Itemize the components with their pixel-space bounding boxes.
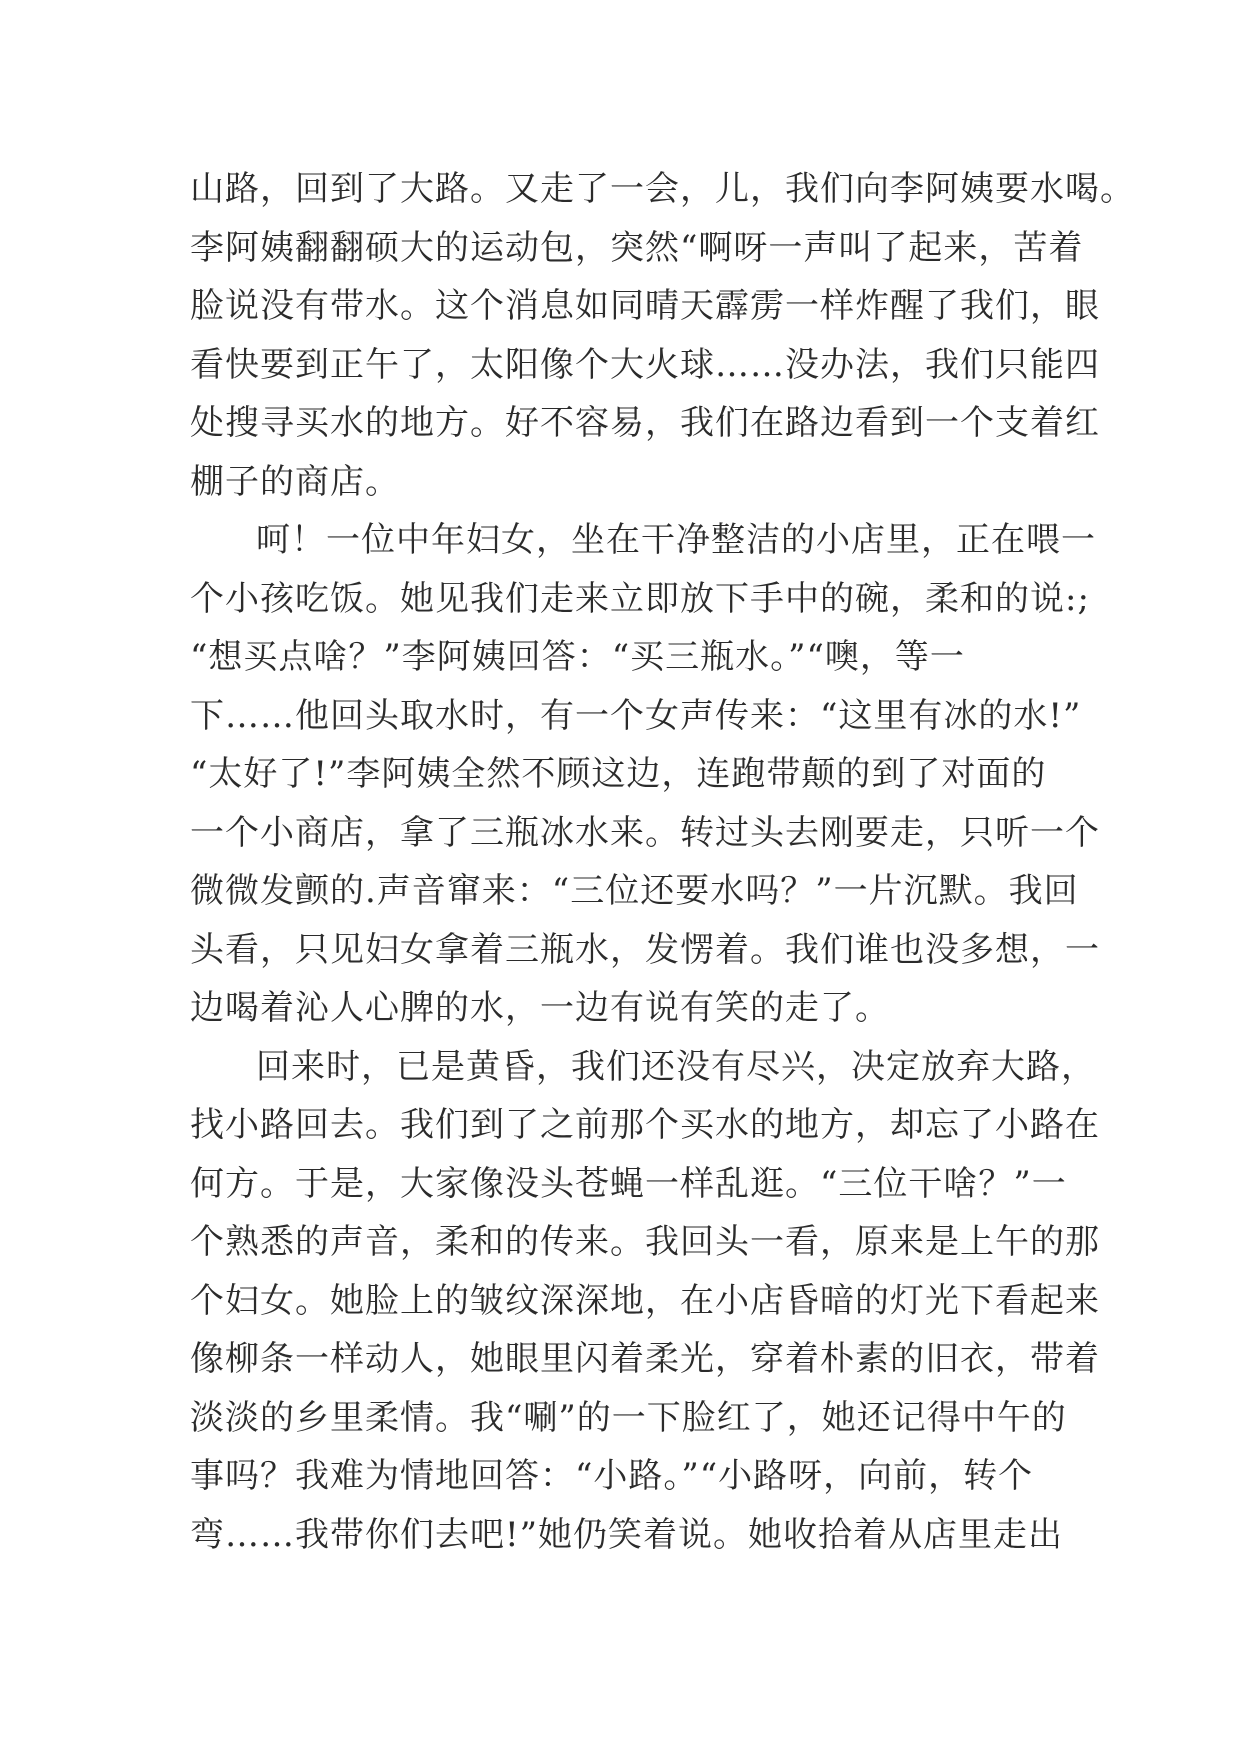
text-line: 弯……我带你们去吧!”她仍笑着说。她收拾着从店里走出 [190, 1514, 1064, 1555]
text-line: 处搜寻买水的地方。好不容易，我们在路边看到一个支着红 [190, 403, 1100, 443]
text-line: 回来时，已是黄昏，我们还没有尽兴，决定放弃大路， [256, 1046, 1096, 1087]
text-line: 一个小商店，拿了三瓶冰水来。转过头去刚要走，只听一个 [190, 812, 1100, 853]
text-line: 像柳条一样动人，她眼里闪着柔光，穿着朴素的旧衣，带着 [190, 1339, 1100, 1379]
text-line: 事吗？我难为情地回答：“小路。”“小路呀，向前，转个 [190, 1456, 1034, 1496]
text-line: 李阿姨翻翻硕大的运动包，突然“啊呀一声叫了起来，苦着 [190, 227, 1084, 268]
text-line: 呵！一位中年妇女，坐在干净整洁的小店里，正在喂一 [256, 520, 1096, 560]
text-line: 淡淡的乡里柔情。我“唰”的一下脸红了，她还记得中午的 [190, 1397, 1067, 1438]
text-line: 山路，回到了大路。又走了一会，儿，我们向李阿姨要水喝。 [190, 169, 1135, 209]
text-line: 头看，只见妇女拿着三瓶水，发愣着。我们谁也没多想，一 [190, 929, 1100, 970]
text-line: 个小孩吃饭。她见我们走来立即放下手中的碗，柔和的说:; [190, 578, 1090, 619]
text-line: 脸说没有带水。这个消息如同晴天霹雳一样炸醒了我们，眼 [190, 286, 1100, 326]
text-line: 个妇女。她脸上的皱纹深深地，在小店昏暗的灯光下看起来 [190, 1280, 1100, 1321]
text-line: “想买点啥？”李阿姨回答：“买三瓶水。”“噢，等一 [190, 637, 965, 677]
text-line: 棚子的商店。 [190, 461, 400, 502]
text-line: 找小路回去。我们到了之前那个买水的地方，却忘了小路在 [190, 1105, 1100, 1145]
text-line: 微微发颤的.声音窜来：“三位还要水吗？”一片沉默。我回 [190, 871, 1079, 911]
text-line: 看快要到正午了，太阳像个大火球……没办法，我们只能四 [190, 344, 1100, 385]
text-line: 何方。于是，大家像没头苍蝇一样乱逛。“三位干啥？”一 [190, 1163, 1067, 1204]
text-line: 个熟悉的声音，柔和的传来。我回头一看，原来是上午的那 [190, 1222, 1100, 1262]
text-line: “太好了!”李阿姨全然不顾这边，连跑带颠的到了对面的 [190, 754, 1047, 794]
body-text [190, 160, 1135, 1564]
text-line: 下……他回头取水时，有一个女声传来：“这里有冰的水!” [190, 695, 1082, 736]
text-line: 边喝着沁人心脾的水，一边有说有笑的走了。 [190, 988, 890, 1028]
